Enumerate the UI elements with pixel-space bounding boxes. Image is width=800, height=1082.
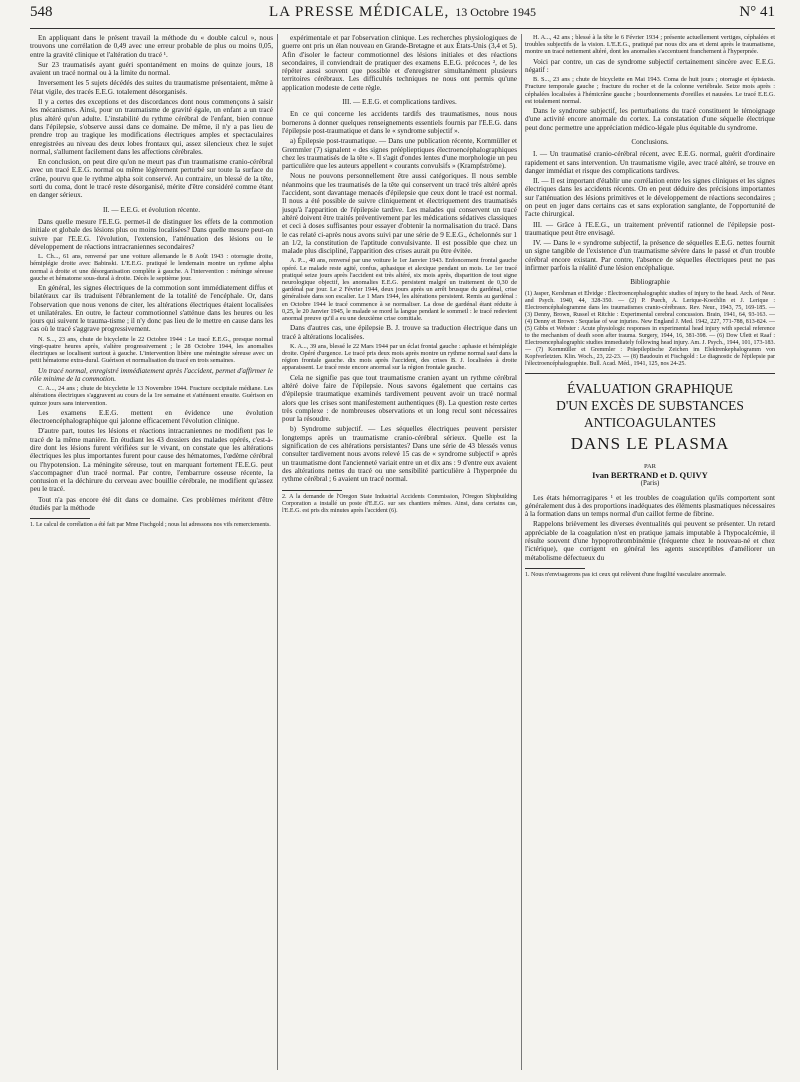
conclusion-item: IV. — Dans le « syndrome subjectif, la présence de séquelles E.E.G. nettes fournit un signe tangible de l'existence d'un traumatisme sévère dans le passé et d'un trouble cérébral encore existant. Par contre, l'absence de séquelles électriques peut ne pas infirmer parfois la réalité d'une lésion encéphalique. [525,239,775,273]
paragraph: D'autre part, toutes les lésions et réactions intracraniennes ne modifient pas le tracé de la même manière. En étudiant les 43 dossiers des malades opérés, c'est-à-dire dont les lésions furent vérifiées sur le vivant, on constate que les altérations électriques les plus importantes furent pour cause des hématomes, l'œdème cérébral ou l'hypotension. La méningite séreuse, tout en marquant fortement l'E.E.G. peut s'accompagner d'un tracé normal. Par contre, l'embarrure osseuse récente, la contusion et la déchirure du cerveau avec bouillie cérébrale, ne modifient qu'assez peu le tracé. [30,427,273,494]
column-left [30,34,273,1074]
paragraph: Tout n'a pas encore été dit dans ce domaine. Ces problèmes méritent d'être étudiés par la méthode [30,495,273,512]
case-report: L. Ch..., 61 ans, renversé par une voiture allemande le 8 Août 1943 : otorragie droite, hémiplégie droite avec Babinski. L'E.E.G. pratiqué le lendemain montre un rythme alpha normal à droite et une désorganisation complète à gauche. A l'intervention : méninge séreuse gauche et hématome sous-dural à droite. Décès le septième jour. [30,253,273,282]
column-divider [521,34,522,1070]
bibliography-heading: Bibliographie [630,278,670,287]
footnote: 1. Nous n'envisagerons pas ici ceux qui relèvent d'une fragilité vasculaire anormale. [525,571,727,578]
column-middle [282,34,517,1074]
paragraph: En général, les signes électriques de la commotion sont immédiatement diffus et bilatéraux car ils traduisent l'ébranlement de la totalité de l'encéphale. Or, dans l'observation que nous venons de citer, les altérations électriques étaient localisées et unilatérales. En outre, le facteur commotionnel s'atténue dans les heures ou les jours qui suivent le trauma-tisme ; il n'y donc pas lieu de le mettre en cause dans les cas où le tracé s'aggrave progressivement. [30,283,273,334]
paragraph: a) Épilepsie post-traumatique. — Dans une publication récente, Kornmüller et Gremmler (7) signalent « des signes prééplieptiques électroencéphalographiques chez les traumatisés de la tête ». Il s'agit d'ondes lentes d'une morphologie un peu particulière que les auteurs appellent « courants convulsifs » (Krampfströme). [282,137,517,171]
paragraph: Dans d'autres cas, une épilepsie B. J. trouve sa traduction électrique dans un tracé à altérations localisées. [282,324,517,341]
article-title-line: ANTICOAGULANTES [584,414,716,430]
paragraph: Nous ne pouvons personnellement être aussi catégoriques. Il nous semble néanmoins que les traumatisés de la tête qui conservent un tracé très altéré après l'accident, sont davantage menacés d'épilepsie que ceux dont le tracé est normal. Il nous a été possible de suivre cliniquement et électriquement des traumatisés jusqu'à l'apparition de l'épilepsie tardive. Les malades qui conservent un tracé altéré doivent être traités préventivement par les médications sédatives classiques et ceci à doses suffisantes pour essayer d'obtenir la normalisation du tracé. Dans le cas relaté ci-après nous avons suivi par une série de 9 E.E.G., échelonnés sur 1 an 1/2, la constitution de l'aptitude convulsivante. Il est possible que chez un malade plus discipliné, l'apparition des crises aurait pu être évitée. [282,172,517,256]
footnote-rule [282,490,342,491]
case-report: H. A..., 42 ans ; blessé à la tête le 6 Février 1934 ; présente actuellement vertiges, céphalées et troubles subjectifs de la vision. L'E.E.G., pratiqué par nous dix ans et demi après le traumatisme, montre un tracé nettement altéré, dont les anomalies s'accentuent franchement à l'hyperpnée. [525,34,775,56]
issue-number: N° 41 [739,4,775,20]
article-title-line: DANS LE PLASMA [570,433,730,453]
paragraph: Un tracé normal, enregistré immédiatement après l'accident, permet d'affirmer le rôle minime de la commotion. [30,366,273,383]
paragraph: Les états hémorragipares ¹ et les troubles de coagulation qu'ils comportent sont généralement dus à des proportions inadéquates des éléments plasmatiques nécessaires à la formation dans un temps normal d'un caillot ferme de fibrine. [525,493,775,519]
article-authors: Ivan BERTRAND et D. QUIVY [592,469,708,480]
running-header [30,4,775,26]
paragraph: Cela ne signifie pas que tout traumatisme cranien ayant un rythme cérébral altéré doive faire de l'épilepsie. Nous savons également que certains cas d'épilepsie traumatique examinés tardivement peuvent avoir un tracé normal alors que les crises sont manifestement authentiques (8). La question reste certes très complexe : de nombreuses observations et un long recul sont nécessaires pour la résoudre. [282,373,517,424]
section-heading: III. — E.E.G. et complications tardives. [342,98,457,107]
journal-title: LA PRESSE MÉDICALE, 13 Octobre 1945 [269,4,536,20]
conclusion-item: II. — Il est important d'établir une corrélation entre les signes cliniques et les signes électriques dans les accidents récents. On en peut déduire des précisions importantes sur l'atténuation des lésions primitives et le développement de réactions secondaires ; on peut en juger dans certains cas et sans exploration sanglante, de l'opportunité de l'acte chirurgical. [525,177,775,219]
paragraph: Les examens E.E.G. mettent en évidence une évolution électroencéphalographique qui jalonne efficacement l'évolution clinique. [30,408,273,426]
case-report: N. S..., 23 ans, chute de bicyclette le 22 Octobre 1944 : Le tracé E.E.G., presque normal vingt-quatre heures après, s'altère progressivement ; le 28 Octobre 1944, les anomalies électriques se localisent surtout à gauche. L'intervention libère une méningite séreuse avec un petit hématome extra-dural. Guérison et normalisation du tracé en trois semaines. [30,335,273,365]
case-report: C. A..., 24 ans ; chute de bicyclette le 13 Novembre 1944. Fracture occipitale médiane. Les altérations électriques s'aggravent au cours de la 1re semaine et s'atténuent ensuite. Guérison en quinze jours sans intervention. [30,385,273,407]
byline-par: PAR [643,462,657,470]
case-report: B. S..., 23 ans ; chute de bicyclette en Mai 1943. Coma de huit jours ; otorragie et épistaxis. Fracture temporale gauche ; fracture du rocher et de la colonne vertébrale. Seize mois après : céphalées localisées à l'hémicrâne gauche ; bourdonnements d'oreilles et nausées. Le tracé E.E.G. est totalement normal. [525,76,775,105]
article-affiliation: (Paris) [640,479,660,488]
article-title-line: ÉVALUATION GRAPHIQUE [567,380,733,396]
paragraph: Il y a certes des exceptions et des discordances dont nous commençons à saisir les mécanismes. Ainsi, pour un traumatisme de gravité égale, un enfant a un tracé plus altéré qu'un adulte. L'instabilité du rythme cérébral de l'enfant, bien connue dans l'épilepsie, s'observe aussi dans ce domaine. De même, il n'y a pas lieu de prendre trop au tragique les modifications électriques amples et spectaculaires enregistrées au niveau des deux lobes frontaux qui, assez silencieux chez le sujet normal, s'allument facilement dans les affections cérébrales. [30,98,273,156]
header-rule [30,28,775,29]
conclusion-item: III. — Grâce à l'E.E.G., un traitement préventif rationnel de l'épilepsie post-traumatique peut être envisagé. [525,220,775,237]
paragraph: Rappelons brièvement les diverses éventualités qui peuvent se présenter. Un retard appréciable de la coagulation n'est en pratique jamais imputable à l'hypocalcémie, il résulte souvent d'une hypoprothrombinémie (fréquente chez le nouveau-né et chez l'ictérique), que corrigent en général les agents susceptibles d'améliorer un métabolisme défectueux du [525,520,775,562]
bibliography: (1) Jasper, Kershman et Elvidge : Electroencephalographic studies of injury to the head. Arch. of Neur. and Psych. 1940, 44, 328-350. — (2) P. Puech, A. Lerique-Koechlin et J. Lerique : Electroencéphalogramme dans les traumatismes cranio-cérébraux. Rev. Neur., 1943, 75, 169-185. — (3) Denny, Brown, Russel et Ritchie : Experimental cerebral concussion. Brain, 1941, 64, 93-163. — (4) Denny et Brown : Sequelae of war injuries. New England J. Med. 1942, 227, 771-788, 813-824. — (5) Gibbs et Webster : Acute physiologic responses in experimental head injury with special reference to the mechanism of death soon after trauma. Surgery, 1944, 16, 381-398. — (6) Dow Ulett et Raaf : Electroencephalographic studies immediately following head injury. Am. J. Psych., 1944, 101, 173-183. — (7) Kornmüller et Gremmler : Präepileptische Zeichen im Elektrenkephalogramm von Kopfverletzten. Klin. Woch., 23, 22-23. — (8) Baudouin et Fischgold : Le diagnostic de l'épilepsie par l'électroencéphalographie. Bull. Acad. Méd., 1941, 125, nos 24-25. [525,290,775,367]
paragraph: expérimentale et par l'observation clinique. Les recherches physiologiques de guerre ont pris un élan nouveau en Grande-Bretagne et aux États-Unis (3,4 et 5). Afin d'isoler le facteur commotionnel des lésions initiales et des réactions secondaires, il conviendrait de pratiquer des examens E.E.G. précoces ², de les répéter aussi souvent que possible et d'enregistrer simultanément plusieurs territoires cérébraux. Les difficultés techniques ne nous ont permis qu'une application modeste de cette règle. [282,34,517,92]
paragraph: En appliquant dans le présent travail la méthode du « double calcul », nous trouvons une corrélation de 0,49 avec une erreur probable de plus ou moins 0,05, entre la gravité clinique et l'altération du tracé ¹. [30,34,273,59]
issue-date: 13 Octobre 1945 [455,5,536,19]
column-divider [277,34,278,1070]
paragraph: Dans quelle mesure l'E.E.G. permet-il de distinguer les effets de la commotion initiale et globale des lésions plus ou moins localisées? Dans quelle mesure peut-on suivre par l'E.E.G. l'évolution, l'extension, l'atténuation des lésions ou le développement de réactions intracraniennes secondaires? [30,217,273,251]
paragraph: Voici par contre, un cas de syndrome subjectif certainement sincère avec E.E.G. négatif : [525,57,775,74]
article-separator [525,373,775,374]
section-heading: II. — E.E.G. et évolution récente. [103,205,200,214]
page-number: 548 [30,4,53,20]
case-report: K. A..., 39 ans, blessé le 22 Mars 1944 par un éclat frontal gauche : aphasie et hémiplégie droite. Opéré d'urgence. Le tracé pris deux mois après montre un rythme normal sauf dans la région frontale gauche. dix mois après l'accident, des crises B. J. localisées à droite apparaissent. Le tracé reste encore anormal sur la région frontale gauche. [282,342,517,372]
footnote-rule [525,568,585,569]
paragraph: En conclusion, on peut dire qu'on ne meurt pas d'un traumatisme cranio-cérébral avec un tracé E.E.G. normal ou même légèrement perturbé sur toute la surface du crâne, pourvu que le rythme alpha soit conservé. Au contraire, un blessé de la tête, sorti du coma, dont le tracé reste désorganisé, mérite d'être considéré comme étant en danger sérieux. [30,158,273,200]
column-right [525,34,775,1074]
article-title-line: D'UN EXCÈS DE SUBSTANCES [556,397,744,413]
case-report: A. P..., 40 ans, renversé par une voiture le 1er Janvier 1943. Enfoncement frontal gauche opéré. Le malade reste agité, confus, aphasique et alexique pendant un mois. Le 1er tracé pratiqué seize jours après l'accident est très altéré, six mois après, disparition de tout signe neurologique objectif, les anomalies E.E.G. persistent malgré un traitement de 0,30 de gardénal par jour. Le 2 Février 1944, deux jours après un arrêt brusque du gardénal, crise généralisée dans son escalier. Le 1 Mars 1944, les altérations persistent. Remis au gardénal : en Octobre 1944 le tracé commence à se normaliser. La dose de gardénal étant réduite à 0,25, le 20 Janvier 1945, le malade se mord la langue pendant le sommeil : le tracé redevient anormal preuve qu'il a eu une deuxième crise comitiale. [282,257,517,323]
article-heading [525,380,775,488]
conclusion-item: I. — Un traumatisé cranio-cérébral récent, avec E.E.G. normal, guérit d'ordinaire rapidement et sans intervention. Un traumatisme vigile, avec tracé altéré, se trouve en danger immédiat et risque des complications tardives. [525,150,775,175]
footnote: 2. A la demande de l'Oregon State Industrial Accidents Commission, l'Oregon Shipbuilding Corporation a installé un poste d'E.E.G. sur ses chantiers mêmes. Ainsi, dans certains cas, l'E.E.G. est pris dix minutes après l'accident (6). [282,493,517,514]
footnote-rule [30,518,90,519]
paragraph: Inversement les 5 sujets décédés des suites du traumatisme présentaient, même à l'état vigile, des tracés E.E.G. totalement désorganisés. [30,79,273,96]
paragraph: En ce qui concerne les accidents tardifs des traumatismes, nous nous bornerons à donner quelques renseignements essentiels fournis par l'E.E.G. dans l'épilepsie post-traumatique et dans le « syndrome subjectif ». [282,110,517,135]
conclusions-heading: Conclusions. [631,137,669,146]
paragraph: Dans le syndrome subjectif, les perturbations du tracé constituent le témoignage d'une activité encore anormale du cortex. La constatation d'une séquelle électrique peut donc permettre une appréciation médico-légale plus équitable du syndrome. [525,107,775,132]
footnote: 1. Le calcul de corrélation a été fait par Mme Fischgold ; nous lui adressons nos vifs remerciements. [30,522,271,529]
paragraph: Sur 23 traumatisés ayant guéri spontanément en moins de quinze jours, 18 avaient un tracé normal ou à la limite du normal. [30,60,273,78]
paragraph: b) Syndrome subjectif. — Les séquelles électriques peuvent persister longtemps après un traumatisme cranio-cérébral sérieux. Quelle est la signification de ces altérations persistantes? Dans une série de 43 blessés venus consulter tardivement nous avons relevé 15 cas de « syndrome subjectif » après un traumatisme dont l'ancienneté variait entre un et dix ans : 9 d'entre eux avaient des altérations nettes du tracé ou une sensibilité particulière à l'hyperpnée du rythme cérébral ; 6 avaient un tracé normal. [282,425,517,484]
